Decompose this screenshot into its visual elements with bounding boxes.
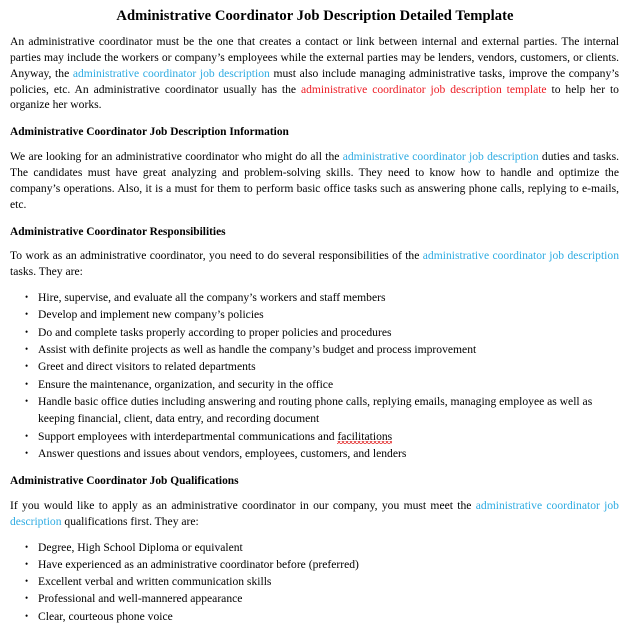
list-item-text: Ensure the maintenance, organization, and security in the office xyxy=(38,377,334,391)
list-item xyxy=(10,556,620,573)
information-link-job-description[interactable]: administrative coordinator job description xyxy=(342,150,539,163)
list-item-text: Clear, courteous phone voice xyxy=(38,609,173,623)
page-title: Administrative Coordinator Job Description Detailed Template xyxy=(116,8,514,24)
list-item-text: Excellent verbal and written communication skills xyxy=(38,575,272,589)
responsibilities-list xyxy=(10,289,620,462)
intro-link-job-description-template[interactable]: administrative coordinator job description template xyxy=(300,82,547,96)
list-item xyxy=(10,289,620,306)
list-item-text: Handle basic office duties including answering and routing phone calls, replying emails, managing employee as well as keeping financial, client, data entry, and recording document xyxy=(38,394,593,426)
list-item xyxy=(10,573,620,590)
list-item-text: Have experienced as an administrative coordinator before (preferred) xyxy=(38,557,359,571)
qualifications-text-part-1: If you would like to apply as an administrative coordinator in our company, you must meet the xyxy=(10,498,476,512)
list-item-text: Greet and direct visitors to related departments xyxy=(38,360,256,374)
list-item-text: Hire, supervise, and evaluate all the company’s workers and staff members xyxy=(38,291,386,305)
list-item-text: Professional and well-mannered appearance xyxy=(38,592,243,606)
list-item xyxy=(10,428,620,445)
intro-link-job-description[interactable]: administrative coordinator job description xyxy=(72,66,270,80)
intro-text-part-3: to help her to organize her works. xyxy=(10,82,619,112)
list-item xyxy=(10,324,620,341)
qualifications-paragraph xyxy=(10,498,620,530)
list-item-text: Do and complete tasks properly according to proper policies and procedures xyxy=(38,325,392,339)
heading-responsibilities: Administrative Coordinator Responsibilities xyxy=(10,225,226,238)
information-text-part-1: We are looking for an administrative coordinator who might do all the xyxy=(10,150,343,163)
list-item xyxy=(10,376,620,393)
qualifications-list xyxy=(10,539,620,625)
list-item-text: Support employees with interdepartmental communications and xyxy=(38,429,338,443)
information-paragraph xyxy=(10,149,620,213)
intro-text-part-1: An administrative coordinator must be the one that creates a contact or link between internal and external parties. The internal parties may include the workers or company’s employees while the external parties may be lenders, vendors, customers, or clients. Anyway, the xyxy=(10,34,619,80)
list-item xyxy=(10,341,620,358)
responsibilities-link-job-description[interactable]: administrative coordinator job description xyxy=(422,249,620,263)
list-item xyxy=(10,539,620,556)
list-item xyxy=(10,393,620,428)
list-item-text: Assist with definite projects as well as handle the company’s budget and process improvement xyxy=(38,343,477,357)
list-item-text: Develop and implement new company’s policies xyxy=(38,308,264,322)
heading-job-description-information: Administrative Coordinator Job Description Information xyxy=(10,126,289,139)
qualifications-link-job-description[interactable]: administrative coordinator job description xyxy=(10,498,619,528)
information-text-part-2: duties and tasks. The candidates must have great analyzing and problem-solving skills. They need to know how to handle and optimize the company’s operations. Also, it is a must for them to perform basic office tasks such as answering phone calls, replying to e-mails, etc. xyxy=(10,150,619,211)
responsibilities-text-part-2: tasks. They are: xyxy=(10,265,83,279)
list-item xyxy=(10,608,620,625)
list-item-text: Degree, High School Diploma or equivalent xyxy=(38,540,243,554)
intro-text-part-2: must also include managing administrative tasks, improve the company’s policies, etc. An administrative coordinator usually has the xyxy=(10,66,620,96)
qualifications-text-part-2: qualifications first. They are: xyxy=(61,514,199,528)
list-item xyxy=(10,590,620,607)
heading-job-qualifications: Administrative Coordinator Job Qualifications xyxy=(10,475,239,488)
misspelled-word: facilitations xyxy=(337,429,393,443)
list-item xyxy=(10,358,620,375)
responsibilities-text-part-1: To work as an administrative coordinator, you need to do several responsibilities of the xyxy=(10,249,423,263)
list-item-text: Answer questions and issues about vendors, employees, customers, and lenders xyxy=(38,446,407,460)
list-item xyxy=(10,445,620,462)
responsibilities-paragraph xyxy=(10,248,620,280)
list-item xyxy=(10,306,620,323)
intro-paragraph xyxy=(10,34,620,114)
